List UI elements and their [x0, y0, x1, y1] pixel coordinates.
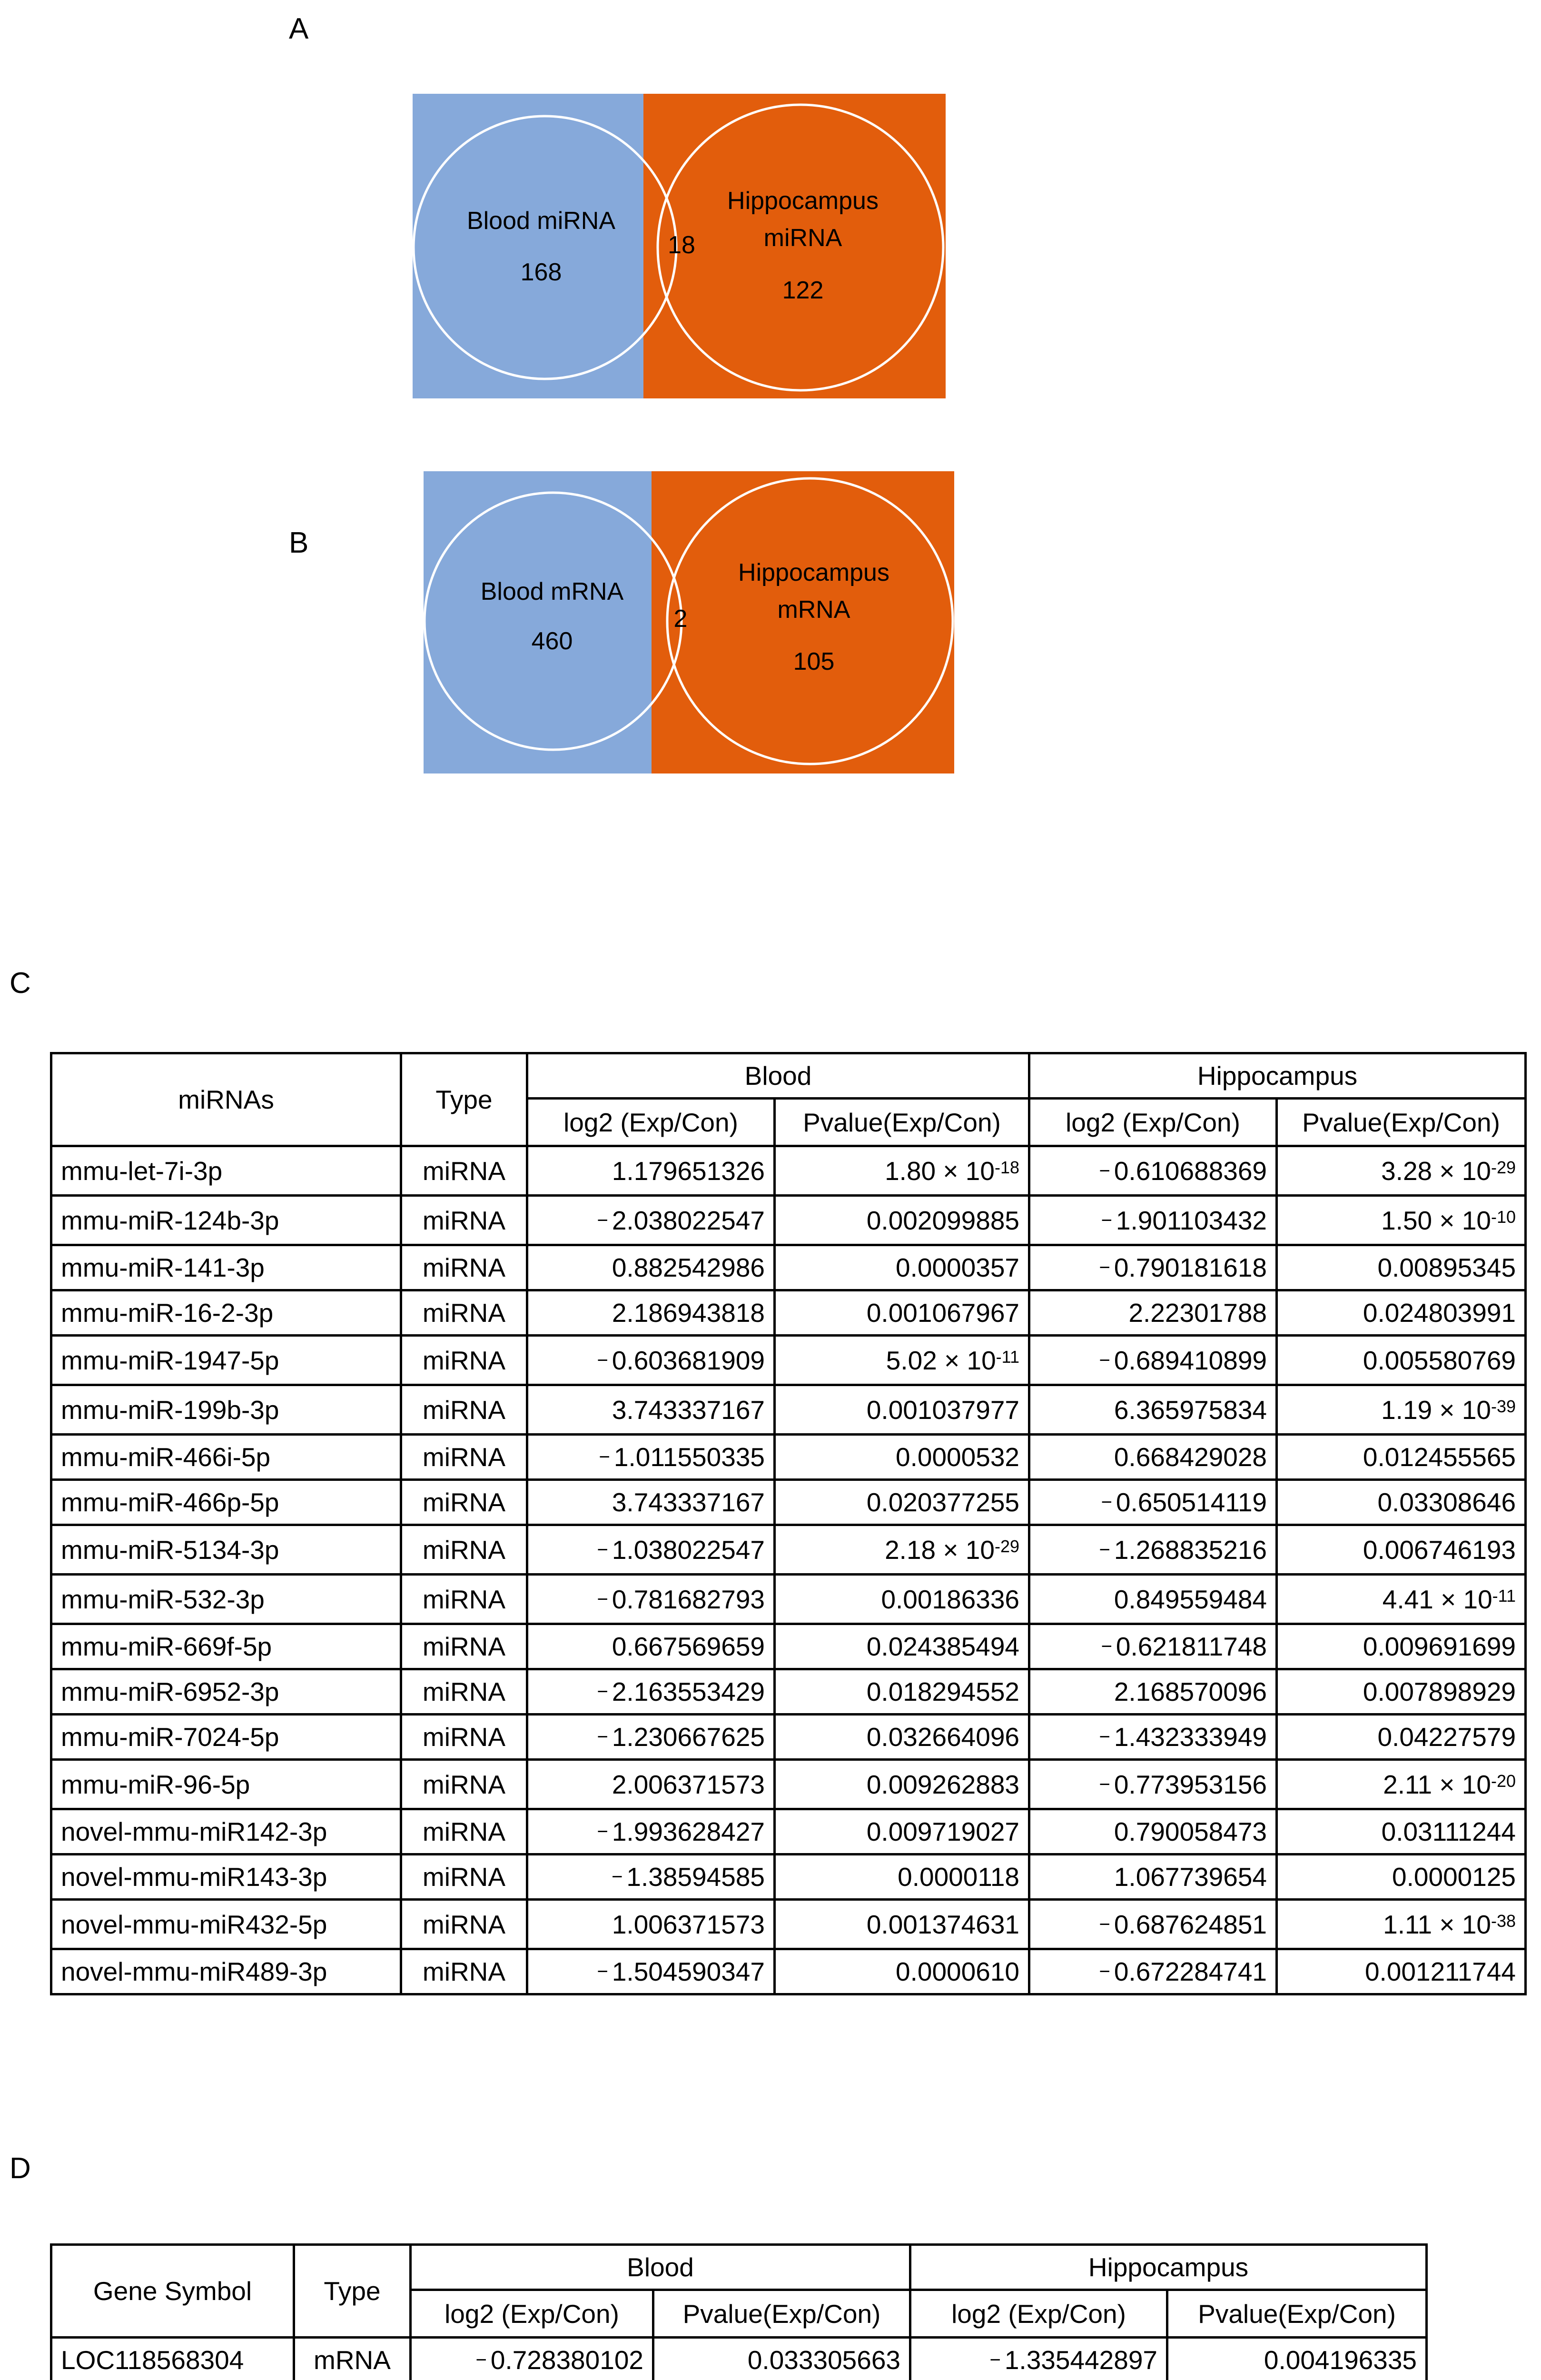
- table-row: [51, 1480, 1526, 1525]
- b-log2-value: 1.011550335: [613, 1442, 765, 1472]
- h-log2-cell: [1029, 1385, 1277, 1435]
- b-log2-value: 1.179651326: [612, 1156, 765, 1186]
- b-pvalue-cell: [775, 1290, 1029, 1336]
- negative-sign: −: [1099, 1160, 1110, 1181]
- header-hippo-log2: log2 (Exp/Con): [1029, 1099, 1277, 1146]
- b-pvalue-cell: [775, 1525, 1029, 1575]
- row-type: miRNA: [401, 1624, 527, 1669]
- h-pvalue: 3.28 × 10: [1381, 1156, 1491, 1186]
- mirna-table-body: [51, 1146, 1526, 1994]
- b-pvalue: 0.032664096: [866, 1722, 1020, 1752]
- negative-sign: −: [597, 1821, 608, 1842]
- b-pvalue: 0.020377255: [866, 1488, 1020, 1517]
- b-log2-value: 3.743337167: [612, 1395, 765, 1425]
- header-type: Type: [401, 1053, 527, 1146]
- b-log2-cell: [527, 1480, 775, 1525]
- table-row: [51, 1196, 1526, 1245]
- b-pvalue-cell: [775, 1715, 1029, 1760]
- h-log2-value: 0.689410899: [1114, 1345, 1267, 1375]
- negative-sign: −: [1099, 1349, 1110, 1371]
- b-pvalue-cell: [775, 1336, 1029, 1385]
- h-pvalue-cell: [1277, 1624, 1526, 1669]
- b-pvalue-cell: [775, 1196, 1029, 1245]
- h-pvalue: 4.41 × 10: [1382, 1584, 1492, 1614]
- header-blood-log2: log2 (Exp/Con): [411, 2290, 653, 2338]
- row-type: miRNA: [401, 1245, 527, 1290]
- h-pvalue: 0.0000125: [1392, 1862, 1516, 1892]
- header-blood-log2: log2 (Exp/Con): [527, 1099, 775, 1146]
- h-pvalue-exponent: -38: [1491, 1911, 1516, 1931]
- negative-sign: −: [597, 1681, 608, 1702]
- panel-label-a: A: [289, 12, 309, 45]
- h-pvalue: 0.03308646: [1377, 1488, 1516, 1517]
- row-name: novel-mmu-miR142-3p: [51, 1809, 401, 1854]
- table-row: [51, 1385, 1526, 1435]
- row-name: mmu-miR-669f-5p: [51, 1624, 401, 1669]
- table-row: [51, 1624, 1526, 1669]
- b-pvalue: 0.00186336: [881, 1584, 1020, 1614]
- row-type: miRNA: [401, 1336, 527, 1385]
- b-log2-cell: [527, 1669, 775, 1715]
- h-log2-value: 0.790058473: [1114, 1817, 1267, 1846]
- venn-b-right-label-line1: Hippocampus: [738, 559, 889, 586]
- h-pvalue: 0.04227579: [1377, 1722, 1516, 1752]
- venn-diagram-mirna: [413, 94, 946, 398]
- b-pvalue: 2.18 × 10: [885, 1535, 995, 1565]
- h-pvalue: 1.11 × 10: [1383, 1909, 1491, 1939]
- b-pvalue-cell: [775, 1854, 1029, 1900]
- venn-diagram-mrna: [424, 471, 954, 774]
- h-pvalue-cell: [1277, 1900, 1526, 1949]
- table-row: [51, 1900, 1526, 1949]
- b-pvalue-cell: [653, 2338, 910, 2380]
- b-log2-cell: [527, 1146, 775, 1196]
- row-name: mmu-miR-532-3p: [51, 1575, 401, 1624]
- h-log2-value: 0.621811748: [1116, 1632, 1267, 1661]
- h-pvalue-exponent: -20: [1491, 1771, 1516, 1791]
- table-row: [51, 1575, 1526, 1624]
- negative-sign: −: [612, 1866, 623, 1887]
- h-log2-value: 0.849559484: [1114, 1584, 1267, 1614]
- h-log2-value: 0.790181618: [1114, 1253, 1267, 1282]
- header-blood: Blood: [527, 1053, 1029, 1099]
- h-pvalue-cell: [1277, 1385, 1526, 1435]
- row-type: miRNA: [401, 1669, 527, 1715]
- b-log2-cell: [527, 1525, 775, 1575]
- venn-b-left-label: Blood mRNA: [480, 578, 624, 605]
- b-pvalue: 0.0000610: [896, 1957, 1020, 1986]
- row-type: miRNA: [401, 1525, 527, 1575]
- negative-sign: −: [597, 1349, 608, 1371]
- h-pvalue: 0.001211744: [1364, 1957, 1516, 1986]
- row-type: miRNA: [401, 1146, 527, 1196]
- header-gene-symbol: Gene Symbol: [51, 2245, 294, 2338]
- mirna-table-header-row: [51, 1053, 1526, 1099]
- table-row: [51, 1715, 1526, 1760]
- h-log2-cell: [1029, 1525, 1277, 1575]
- negative-sign: −: [989, 2350, 1001, 2370]
- h-log2-cell: [1029, 1435, 1277, 1480]
- b-pvalue: 1.80 × 10: [885, 1156, 995, 1186]
- b-log2-value: 0.667569659: [612, 1632, 765, 1661]
- b-log2-cell: [527, 1385, 775, 1435]
- row-name: novel-mmu-miR489-3p: [51, 1949, 401, 1994]
- h-log2-cell: [1029, 1480, 1277, 1525]
- header-blood: Blood: [411, 2245, 910, 2290]
- row-type: miRNA: [401, 1715, 527, 1760]
- mrna-table-header-row: [51, 2245, 1427, 2290]
- b-pvalue-cell: [775, 1435, 1029, 1480]
- h-log2-cell: [1029, 1760, 1277, 1809]
- row-name: mmu-miR-466p-5p: [51, 1480, 401, 1525]
- panel-label-c: C: [10, 967, 31, 1000]
- b-pvalue-cell: [775, 1949, 1029, 1994]
- header-mirnas: miRNAs: [51, 1053, 401, 1146]
- row-name: novel-mmu-miR432-5p: [51, 1900, 401, 1949]
- venn-a-right-count: 122: [782, 277, 824, 304]
- b-log2-value: 2.038022547: [612, 1205, 765, 1235]
- venn-b-left-block: [424, 471, 652, 774]
- venn-b-right-count: 105: [793, 648, 835, 675]
- row-type: miRNA: [401, 1854, 527, 1900]
- b-pvalue: 0.009719027: [866, 1817, 1020, 1846]
- venn-a-left-block: [413, 94, 643, 398]
- b-pvalue-exponent: -29: [994, 1536, 1020, 1556]
- h-pvalue: 0.007898929: [1363, 1677, 1516, 1706]
- row-name: mmu-miR-141-3p: [51, 1245, 401, 1290]
- h-pvalue: 0.006746193: [1363, 1535, 1516, 1565]
- row-type: miRNA: [401, 1196, 527, 1245]
- h-log2-value: 1.335442897: [1004, 2345, 1158, 2375]
- h-pvalue-cell: [1277, 1715, 1526, 1760]
- h-log2-value: 1.067739654: [1114, 1862, 1267, 1892]
- negative-sign: −: [1099, 1539, 1110, 1560]
- h-log2-value: 0.668429028: [1114, 1442, 1267, 1472]
- h-log2-value: 1.901103432: [1116, 1205, 1267, 1235]
- row-name: mmu-miR-16-2-3p: [51, 1290, 401, 1336]
- b-log2-value: 1.38594585: [626, 1862, 765, 1892]
- h-log2-cell: [1029, 1245, 1277, 1290]
- h-log2-cell: [910, 2338, 1167, 2380]
- b-pvalue: 0.001067967: [866, 1298, 1020, 1328]
- row-name: mmu-miR-1947-5p: [51, 1336, 401, 1385]
- h-pvalue-cell: [1277, 1949, 1526, 1994]
- h-log2-cell: [1029, 1146, 1277, 1196]
- row-name: LOC118568304: [51, 2338, 294, 2380]
- b-pvalue-cell: [775, 1480, 1029, 1525]
- table-row: [51, 2338, 1427, 2380]
- h-pvalue: 1.50 × 10: [1381, 1205, 1491, 1235]
- b-pvalue: 0.0000532: [896, 1442, 1020, 1472]
- h-log2-cell: [1029, 1624, 1277, 1669]
- b-log2-value: 1.993628427: [612, 1817, 765, 1846]
- h-log2-value: 0.687624851: [1114, 1909, 1267, 1939]
- table-row: [51, 1336, 1526, 1385]
- h-pvalue-cell: [1277, 1435, 1526, 1480]
- h-log2-cell: [1029, 1854, 1277, 1900]
- b-log2-cell: [527, 1336, 775, 1385]
- b-log2-cell: [527, 1575, 775, 1624]
- row-name: mmu-miR-124b-3p: [51, 1196, 401, 1245]
- h-pvalue-exponent: -29: [1491, 1157, 1516, 1177]
- negative-sign: −: [597, 1539, 608, 1560]
- b-pvalue-exponent: -11: [996, 1347, 1020, 1367]
- h-pvalue: 0.024803991: [1363, 1298, 1516, 1328]
- b-log2-value: 1.230667625: [612, 1722, 765, 1752]
- b-log2-cell: [527, 1290, 775, 1336]
- venn-b-overlap-count: 2: [673, 605, 688, 633]
- b-pvalue-cell: [775, 1146, 1029, 1196]
- b-pvalue: 5.02 × 10: [886, 1345, 996, 1375]
- h-pvalue: 0.004196335: [1264, 2345, 1417, 2375]
- b-pvalue: 0.001374631: [866, 1909, 1020, 1939]
- negative-sign: −: [1101, 1636, 1112, 1657]
- negative-sign: −: [1099, 1726, 1110, 1747]
- b-log2-cell: [527, 1196, 775, 1245]
- h-pvalue: 0.012455565: [1363, 1442, 1516, 1472]
- venn-a-right-label-line2: miRNA: [763, 224, 842, 252]
- header-hippo-log2: log2 (Exp/Con): [910, 2290, 1167, 2338]
- b-log2-value: 1.504590347: [612, 1957, 765, 1986]
- h-pvalue: 0.009691699: [1363, 1632, 1516, 1661]
- h-pvalue: 0.00895345: [1377, 1253, 1516, 1282]
- b-log2-value: 1.038022547: [612, 1535, 765, 1565]
- h-log2-cell: [1029, 1949, 1277, 1994]
- row-type: miRNA: [401, 1900, 527, 1949]
- h-pvalue-cell: [1277, 1245, 1526, 1290]
- row-type: miRNA: [401, 1949, 527, 1994]
- negative-sign: −: [1099, 1961, 1110, 1982]
- b-log2-value: 2.006371573: [612, 1769, 765, 1799]
- h-log2-cell: [1029, 1900, 1277, 1949]
- negative-sign: −: [475, 2350, 487, 2370]
- b-pvalue: 0.024385494: [866, 1632, 1020, 1661]
- header-type: Type: [294, 2245, 411, 2338]
- h-pvalue-exponent: -10: [1491, 1207, 1516, 1227]
- h-pvalue-cell: [1277, 1854, 1526, 1900]
- negative-sign: −: [597, 1726, 608, 1747]
- h-pvalue-exponent: -11: [1492, 1586, 1516, 1606]
- row-type: miRNA: [401, 1809, 527, 1854]
- venn-a-left-label: Blood miRNA: [466, 207, 616, 235]
- h-pvalue-cell: [1277, 1525, 1526, 1575]
- table-row: [51, 1290, 1526, 1336]
- h-pvalue: 0.03111244: [1381, 1817, 1516, 1846]
- row-name: mmu-miR-199b-3p: [51, 1385, 401, 1435]
- h-pvalue-cell: [1277, 1575, 1526, 1624]
- h-log2-cell: [1029, 1669, 1277, 1715]
- h-log2-value: 0.773953156: [1114, 1769, 1267, 1799]
- b-pvalue-cell: [775, 1669, 1029, 1715]
- h-pvalue-cell: [1277, 1146, 1526, 1196]
- negative-sign: −: [597, 1961, 608, 1982]
- row-type: mRNA: [294, 2338, 411, 2380]
- h-pvalue: 2.11 × 10: [1383, 1769, 1491, 1799]
- row-type: miRNA: [401, 1435, 527, 1480]
- row-type: miRNA: [401, 1480, 527, 1525]
- b-pvalue: 0.0000118: [898, 1862, 1020, 1892]
- negative-sign: −: [599, 1447, 610, 1468]
- h-log2-value: 2.22301788: [1128, 1298, 1267, 1328]
- h-pvalue-exponent: -39: [1491, 1396, 1516, 1416]
- b-pvalue: 0.0000357: [896, 1253, 1020, 1282]
- h-pvalue: 0.005580769: [1363, 1345, 1516, 1375]
- header-hippocampus: Hippocampus: [910, 2245, 1427, 2290]
- h-pvalue-cell: [1277, 1290, 1526, 1336]
- h-log2-cell: [1029, 1575, 1277, 1624]
- b-log2-cell: [527, 1900, 775, 1949]
- h-log2-cell: [1029, 1715, 1277, 1760]
- table-row: [51, 1669, 1526, 1715]
- table-row: [51, 1949, 1526, 1994]
- row-name: mmu-let-7i-3p: [51, 1146, 401, 1196]
- h-log2-value: 6.365975834: [1114, 1395, 1267, 1425]
- b-pvalue: 0.002099885: [866, 1205, 1020, 1235]
- panel-label-d: D: [10, 2152, 31, 2185]
- b-log2-cell: [527, 1809, 775, 1854]
- h-log2-cell: [1029, 1290, 1277, 1336]
- row-name: novel-mmu-miR143-3p: [51, 1854, 401, 1900]
- b-log2-cell: [527, 1435, 775, 1480]
- row-name: mmu-miR-466i-5p: [51, 1435, 401, 1480]
- header-hippo-pvalue: Pvalue(Exp/Con): [1277, 1099, 1526, 1146]
- b-log2-value: 0.781682793: [612, 1584, 765, 1614]
- negative-sign: −: [1099, 1774, 1110, 1795]
- b-pvalue-cell: [775, 1624, 1029, 1669]
- h-pvalue-cell: [1277, 1760, 1526, 1809]
- venn-b-left-count: 460: [531, 627, 573, 655]
- h-log2-value: 0.610688369: [1114, 1156, 1267, 1186]
- table-row: [51, 1809, 1526, 1854]
- h-log2-cell: [1029, 1196, 1277, 1245]
- header-hippo-pvalue: Pvalue(Exp/Con): [1167, 2290, 1427, 2338]
- mrna-table-body: [51, 2338, 1427, 2380]
- h-pvalue-cell: [1277, 1336, 1526, 1385]
- row-name: mmu-miR-5134-3p: [51, 1525, 401, 1575]
- row-name: mmu-miR-7024-5p: [51, 1715, 401, 1760]
- table-row: [51, 1525, 1526, 1575]
- b-pvalue: 0.018294552: [866, 1677, 1020, 1706]
- table-row: [51, 1435, 1526, 1480]
- table-row: [51, 1760, 1526, 1809]
- b-log2-cell: [411, 2338, 653, 2380]
- b-pvalue-cell: [775, 1385, 1029, 1435]
- venn-b-right-label-line2: mRNA: [777, 596, 850, 624]
- b-pvalue-cell: [775, 1245, 1029, 1290]
- h-pvalue-cell: [1277, 1669, 1526, 1715]
- row-name: mmu-miR-6952-3p: [51, 1669, 401, 1715]
- b-log2-cell: [527, 1715, 775, 1760]
- b-pvalue-exponent: -18: [994, 1157, 1020, 1177]
- h-log2-value: 1.432333949: [1114, 1722, 1267, 1752]
- mrna-table: [50, 2243, 1428, 2380]
- panel-label-b: B: [289, 526, 309, 559]
- b-pvalue: 0.001037977: [866, 1395, 1020, 1425]
- header-blood-pvalue: Pvalue(Exp/Con): [653, 2290, 910, 2338]
- negative-sign: −: [597, 1210, 608, 1231]
- negative-sign: −: [1101, 1210, 1112, 1231]
- negative-sign: −: [1101, 1492, 1112, 1513]
- venn-a-overlap-count: 18: [668, 231, 695, 259]
- b-pvalue: 0.009262883: [866, 1769, 1020, 1799]
- b-log2-value: 0.882542986: [612, 1253, 765, 1282]
- b-log2-cell: [527, 1854, 775, 1900]
- h-pvalue-cell: [1277, 1196, 1526, 1245]
- mirna-table: [50, 1052, 1527, 1995]
- b-log2-value: 1.006371573: [612, 1909, 765, 1939]
- h-log2-value: 0.672284741: [1114, 1957, 1267, 1986]
- h-pvalue-cell: [1277, 1480, 1526, 1525]
- b-pvalue-cell: [775, 1760, 1029, 1809]
- h-log2-cell: [1029, 1336, 1277, 1385]
- b-pvalue-cell: [775, 1900, 1029, 1949]
- table-row: [51, 1854, 1526, 1900]
- b-log2-value: 0.603681909: [612, 1345, 765, 1375]
- b-log2-cell: [527, 1245, 775, 1290]
- h-log2-value: 2.168570096: [1114, 1677, 1267, 1706]
- h-log2-cell: [1029, 1809, 1277, 1854]
- table-row: [51, 1146, 1526, 1196]
- negative-sign: −: [597, 1588, 608, 1610]
- header-hippocampus: Hippocampus: [1029, 1053, 1526, 1099]
- b-log2-value: 3.743337167: [612, 1488, 765, 1517]
- header-blood-pvalue: Pvalue(Exp/Con): [775, 1099, 1029, 1146]
- b-log2-cell: [527, 1624, 775, 1669]
- venn-a-right-label-line1: Hippocampus: [727, 187, 879, 215]
- negative-sign: −: [1099, 1914, 1110, 1935]
- row-type: miRNA: [401, 1385, 527, 1435]
- row-type: miRNA: [401, 1575, 527, 1624]
- b-log2-value: 2.186943818: [612, 1298, 765, 1328]
- b-pvalue: 0.033305663: [747, 2345, 901, 2375]
- table-row: [51, 1245, 1526, 1290]
- b-log2-value: 0.728380102: [490, 2345, 643, 2375]
- b-log2-value: 2.163553429: [612, 1677, 765, 1706]
- h-log2-value: 1.268835216: [1114, 1535, 1267, 1565]
- b-pvalue-cell: [775, 1809, 1029, 1854]
- row-name: mmu-miR-96-5p: [51, 1760, 401, 1809]
- row-type: miRNA: [401, 1760, 527, 1809]
- h-pvalue-cell: [1167, 2338, 1427, 2380]
- b-log2-cell: [527, 1949, 775, 1994]
- venn-a-left-count: 168: [520, 258, 562, 286]
- h-pvalue-cell: [1277, 1809, 1526, 1854]
- b-pvalue-cell: [775, 1575, 1029, 1624]
- h-log2-value: 0.650514119: [1116, 1488, 1267, 1517]
- b-log2-cell: [527, 1760, 775, 1809]
- negative-sign: −: [1099, 1257, 1110, 1278]
- h-pvalue: 1.19 × 10: [1381, 1395, 1491, 1425]
- row-type: miRNA: [401, 1290, 527, 1336]
